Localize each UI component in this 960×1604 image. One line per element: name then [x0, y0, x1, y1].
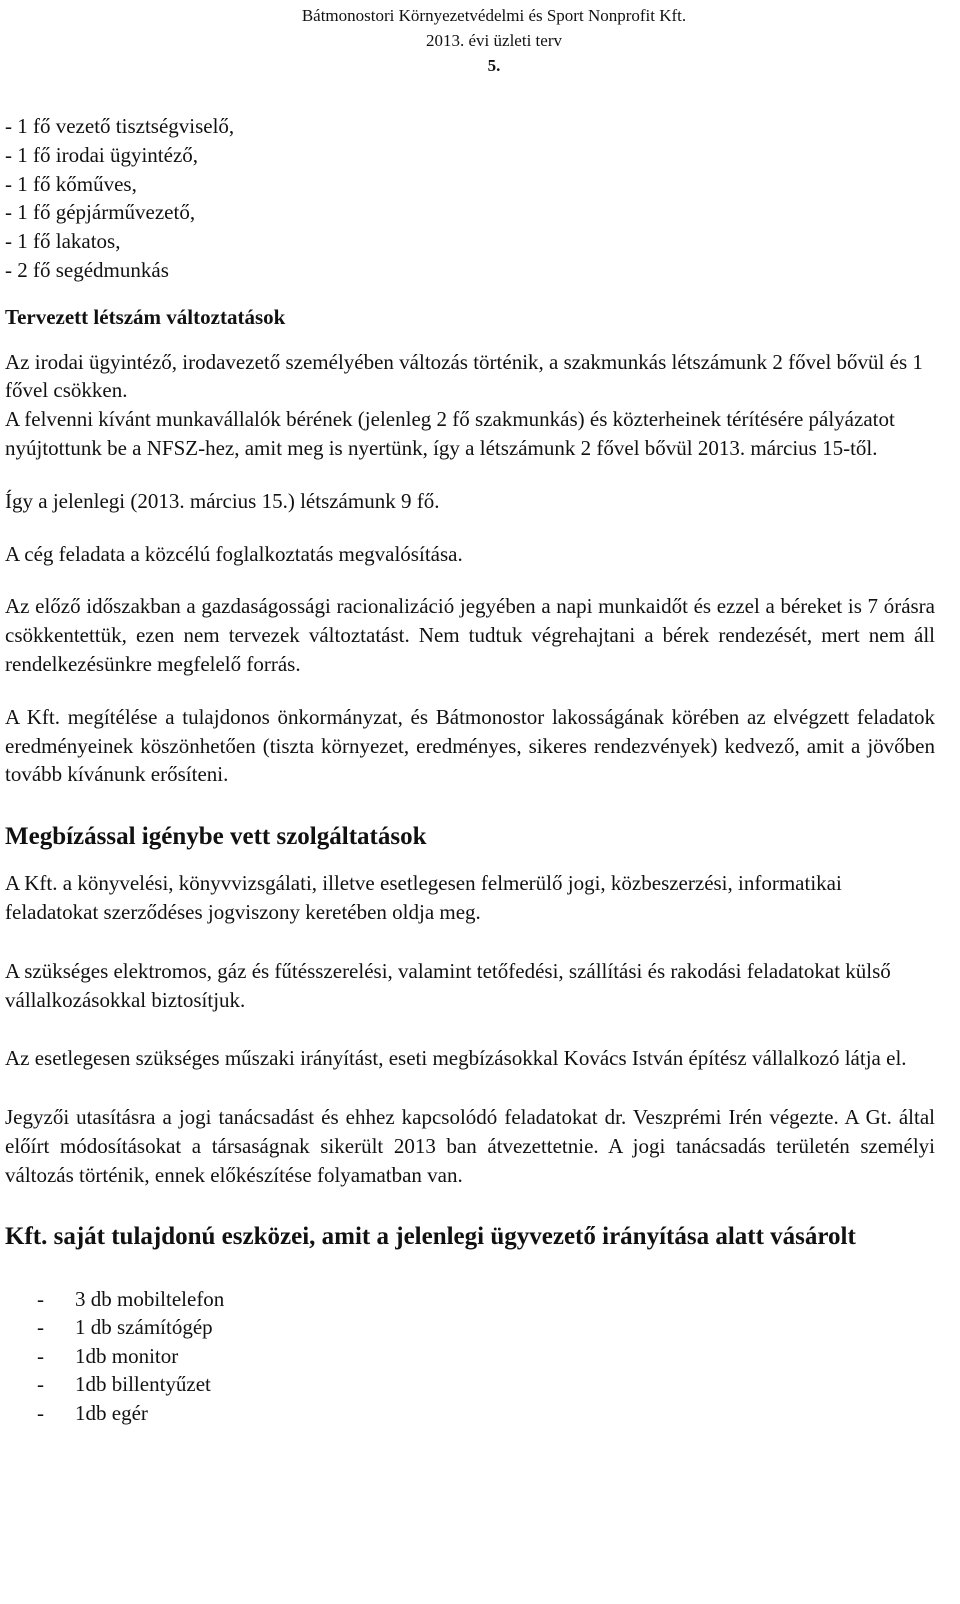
legal-advice-paragraph: Jegyzői utasításra a jogi tanácsadást és ehhez kapcsolódó feladatokat dr. Veszprémi Irén végezte. A Gt. által előírt módosításokat a társaságnak sikerült 2013 ban átvezettetnie. A jogi tanácsadás területén személyi változás történik, ennek előkészítése folyamatban van. [5, 1105, 935, 1187]
header-plan: 2013. évi üzleti terv [426, 31, 562, 50]
staff-role-item: - 1 fő lakatos, [5, 229, 121, 254]
headcount-statement: Így a jelenlegi (2013. március 15.) létszámunk 9 fő. [5, 488, 440, 513]
staff-role-item: - 2 fő segédmunkás [5, 257, 169, 282]
list-dash: - [37, 1343, 44, 1368]
services-paragraph: A szükséges elektromos, gáz és fűtésszerelési, valamint tetőfedési, szállítási és rakodási feladatokat külső vállalkozásokkal biztosítjuk. [5, 958, 891, 1012]
header-company: Bátmonostori Környezetvédelmi és Sport Nonprofit Kft. [301, 6, 687, 25]
services-heading: Megbízással igénybe vett szolgáltatások [5, 823, 427, 851]
planned-changes-paragraph: A felvenni kívánt munkavállalók bérének (jelenleg 2 fő szakmunkás) és közterheinek térítésére pályázatot nyújtottunk be a NFSZ-hez, amit meg is nyertünk, így a létszámunk 2 fővel bővül 2013. március 15-től. [5, 407, 895, 460]
staff-role-item: - 1 fő vezető tisztségviselő, [5, 114, 235, 138]
asset-item-label: 1db egér [75, 1400, 148, 1425]
staff-role-item: - 1 fő gépjárművezető, [5, 200, 196, 225]
staff-role-list [5, 112, 935, 285]
asset-list [5, 1285, 935, 1428]
asset-item-label: 1 db számítógép [75, 1315, 213, 1340]
asset-item [5, 1313, 935, 1342]
asset-item-label: 3 db mobiltelefon [75, 1286, 225, 1311]
page-number: 5. [487, 56, 501, 75]
page-header [244, 3, 744, 78]
asset-item [5, 1370, 935, 1399]
list-dash: - [37, 1286, 44, 1311]
list-dash: - [37, 1400, 44, 1425]
services-paragraph: A Kft. a könyvelési, könyvvizsgálati, illetve esetlegesen felmerülő jogi, közbeszerzési, informatikai feladatokat szerződéses jogviszony keretében oldja meg. [5, 871, 842, 924]
list-dash: - [37, 1372, 44, 1397]
services-paragraph: Az esetlegesen szükséges műszaki irányítást, eseti megbízásokkal Kovács István építész vállalkozó látja el. [5, 1046, 907, 1071]
planned-changes-paragraph: Az irodai ügyintéző, irodavezető személyében változás történik, a szakmunkás létszámunk 2 fővel bővül és 1 fővel csökken. [5, 349, 923, 403]
planned-changes-heading: Tervezett létszám változtatások [5, 304, 286, 329]
list-dash: - [37, 1315, 44, 1340]
asset-item [5, 1285, 935, 1314]
wage-paragraph: Az előző időszakban a gazdaságossági racionalizáció jegyében a napi munkaidőt és ezzel a béreket is 7 órásra csökkentettük, ezen nem tervezek változtatást. Nem tudtuk végrehajtani a bérek rendezését, mert nem áll rendelkezésünkre megfelelő forrás. [5, 594, 935, 676]
reputation-paragraph: A Kft. megítélése a tulajdonos önkormányzat, és Bátmonostor lakosságának körében az elvégzett feladatok eredményeinek köszönhetően (tiszta környezet, eredményes, sikeres rendezvények) kedvező, amit a jövőben tovább kívánunk erősíteni. [5, 704, 935, 787]
asset-item [5, 1399, 935, 1428]
company-task-statement: A cég feladata a közcélú foglalkoztatás megvalósítása. [5, 541, 463, 566]
staff-role-item: - 1 fő kőműves, [5, 171, 137, 196]
asset-item-label: 1db monitor [75, 1343, 179, 1368]
asset-item [5, 1342, 935, 1371]
assets-heading: Kft. saját tulajdonú eszközei, amit a jelenlegi ügyvezető irányítása alatt vásárolt [5, 1222, 856, 1250]
asset-item-label: 1db billentyűzet [75, 1372, 211, 1397]
document-body [5, 112, 935, 1427]
staff-role-item: - 1 fő irodai ügyintéző, [5, 142, 199, 167]
